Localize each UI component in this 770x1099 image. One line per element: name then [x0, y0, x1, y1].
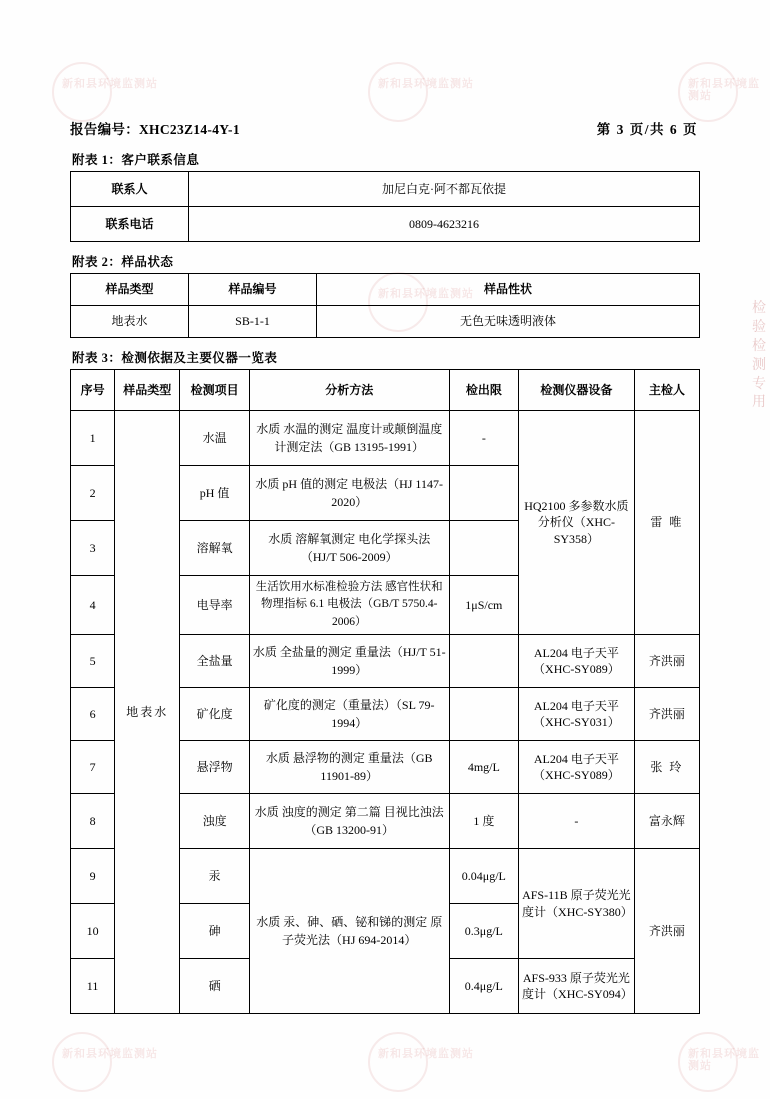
row-no: 11	[71, 959, 115, 1014]
row-test-item: 浊度	[180, 794, 249, 849]
row-no: 6	[71, 688, 115, 741]
col-sample-type: 样品类型	[115, 370, 180, 411]
report-number	[70, 118, 240, 138]
row-method: 水质 汞、砷、硒、铋和锑的测定 原子荧光法（HJ 694-2014）	[249, 849, 449, 1014]
table-row	[71, 411, 700, 466]
watermark-ring	[678, 62, 738, 122]
row-instrument: AL204 电子天平（XHC-SY089）	[519, 741, 635, 794]
row-inspector: 富永辉	[634, 794, 699, 849]
contact-phone-value: 0809-4623216	[189, 207, 700, 242]
contact-person-label: 联系人	[71, 172, 189, 207]
appendix3-title: 附表 3：检测依据及主要仪器一览表	[72, 351, 278, 365]
col-test-item: 检测项目	[180, 370, 249, 411]
sample-desc-value: 无色无味透明液体	[317, 306, 700, 338]
row-test-item: 硒	[180, 959, 249, 1014]
row-detection-limit: -	[449, 411, 518, 466]
document-content	[70, 118, 700, 1014]
row-method: 水质 水温的测定 温度计或颠倒温度计测定法（GB 13195-1991）	[249, 411, 449, 466]
row-method: 生活饮用水标准检验方法 感官性状和物理指标 6.1 电极法（GB/T 5750.4-2006）	[249, 576, 449, 635]
page-suffix: 页	[683, 122, 698, 137]
row-no: 9	[71, 849, 115, 904]
col-method: 分析方法	[249, 370, 449, 411]
row-instrument: AL204 电子天平（XHC-SY031）	[519, 688, 635, 741]
col-no: 序号	[71, 370, 115, 411]
row-detection-limit: 0.3μg/L	[449, 904, 518, 959]
document-header	[70, 118, 700, 140]
row-instrument: HQ2100 多参数水质分析仪（XHC-SY358）	[519, 411, 635, 635]
row-inspector: 张 玲	[634, 741, 699, 794]
row-test-item: 砷	[180, 904, 249, 959]
contact-person-value: 加尼白克·阿不都瓦依提	[189, 172, 700, 207]
table-row	[71, 172, 700, 207]
appendix2-table	[70, 273, 700, 338]
table-header-row	[71, 370, 700, 411]
table-row	[71, 306, 700, 338]
row-method: 水质 浊度的测定 第二篇 目视比浊法（GB 13200-91）	[249, 794, 449, 849]
row-no: 7	[71, 741, 115, 794]
row-instrument: AL204 电子天平（XHC-SY089）	[519, 635, 635, 688]
col-instrument: 检测仪器设备	[519, 370, 635, 411]
row-test-item: 汞	[180, 849, 249, 904]
row-inspector: 齐洪丽	[634, 688, 699, 741]
row-method: 矿化度的测定（重量法）（SL 79-1994）	[249, 688, 449, 741]
row-no: 10	[71, 904, 115, 959]
col-sample-no: 样品编号	[189, 274, 317, 306]
col-detection-limit: 检出限	[449, 370, 518, 411]
page-mid: 页/共	[629, 122, 665, 137]
watermark-ring	[52, 62, 112, 122]
appendix1-table	[70, 171, 700, 242]
watermark-stamp: 新和县环境监测站	[378, 288, 474, 300]
col-inspector: 主检人	[634, 370, 699, 411]
row-instrument: AFS-11B 原子荧光光度计（XHC-SY380）	[519, 849, 635, 959]
page-number	[597, 118, 698, 138]
row-detection-limit	[449, 466, 518, 521]
row-inspector: 齐洪丽	[634, 849, 699, 1014]
watermark-stamp: 新和县环境监测站	[62, 78, 158, 90]
row-detection-limit	[449, 688, 518, 741]
row-detection-limit: 1 度	[449, 794, 518, 849]
row-detection-limit	[449, 521, 518, 576]
report-number-label: 报告编号：	[70, 122, 139, 137]
row-test-item: pH 值	[180, 466, 249, 521]
report-number-value: XHC23Z14-4Y-1	[139, 122, 240, 137]
watermark-stamp: 新和县环境监测站	[688, 1048, 760, 1073]
row-instrument: AFS-933 原子荧光光度计（XHC-SY094）	[519, 959, 635, 1014]
page-prefix: 第	[596, 122, 612, 137]
row-detection-limit: 0.04μg/L	[449, 849, 518, 904]
row-no: 2	[71, 466, 115, 521]
row-instrument: -	[519, 794, 635, 849]
row-inspector: 雷 唯	[634, 411, 699, 635]
row-detection-limit: 1μS/cm	[449, 576, 518, 635]
row-test-item: 电导率	[180, 576, 249, 635]
row-test-item: 水温	[180, 411, 249, 466]
col-sample-type: 样品类型	[71, 274, 189, 306]
row-no: 4	[71, 576, 115, 635]
col-sample-desc: 样品性状	[317, 274, 700, 306]
table-header-row	[71, 274, 700, 306]
contact-phone-label: 联系电话	[71, 207, 189, 242]
watermark-stamp: 新和县环境监测站	[378, 1048, 474, 1060]
row-no: 1	[71, 411, 115, 466]
row-detection-limit: 4mg/L	[449, 741, 518, 794]
row-no: 8	[71, 794, 115, 849]
watermark-stamp: 新和县环境监测站	[62, 1048, 158, 1060]
watermark-ring	[678, 1032, 738, 1092]
row-method: 水质 全盐量的测定 重量法（HJ/T 51-1999）	[249, 635, 449, 688]
row-method: 水质 悬浮物的测定 重量法（GB 11901-89）	[249, 741, 449, 794]
row-no: 5	[71, 635, 115, 688]
row-method: 水质 pH 值的测定 电极法（HJ 1147-2020）	[249, 466, 449, 521]
edge-stamp-text: 检验检测专用	[752, 301, 766, 411]
page-current: 3	[616, 122, 625, 137]
row-detection-limit: 0.4μg/L	[449, 959, 518, 1014]
row-detection-limit	[449, 635, 518, 688]
appendix2-title: 附表 2：样品状态	[72, 255, 174, 269]
watermark-ring	[52, 1032, 112, 1092]
appendix3-table	[70, 369, 700, 1014]
row-method: 水质 溶解氧测定 电化学探头法（HJ/T 506-2009）	[249, 521, 449, 576]
sample-no-value: SB-1-1	[189, 306, 317, 338]
row-no: 3	[71, 521, 115, 576]
row-inspector: 齐洪丽	[634, 635, 699, 688]
row-test-item: 矿化度	[180, 688, 249, 741]
table-row	[71, 207, 700, 242]
row-test-item: 溶解氧	[180, 521, 249, 576]
page-total: 6	[669, 122, 679, 137]
watermark-ring	[368, 1032, 428, 1092]
sample-type-value: 地表水	[71, 306, 189, 338]
watermark-stamp: 新和县环境监测站	[688, 78, 760, 103]
row-test-item: 悬浮物	[180, 741, 249, 794]
appendix1-title: 附表 1：客户联系信息	[72, 153, 200, 167]
edge-stamp-marks	[752, 300, 768, 600]
row-sample-type: 地表水	[115, 411, 180, 1014]
row-test-item: 全盐量	[180, 635, 249, 688]
watermark-stamp: 新和县环境监测站	[378, 78, 474, 90]
watermark-ring	[368, 62, 428, 122]
